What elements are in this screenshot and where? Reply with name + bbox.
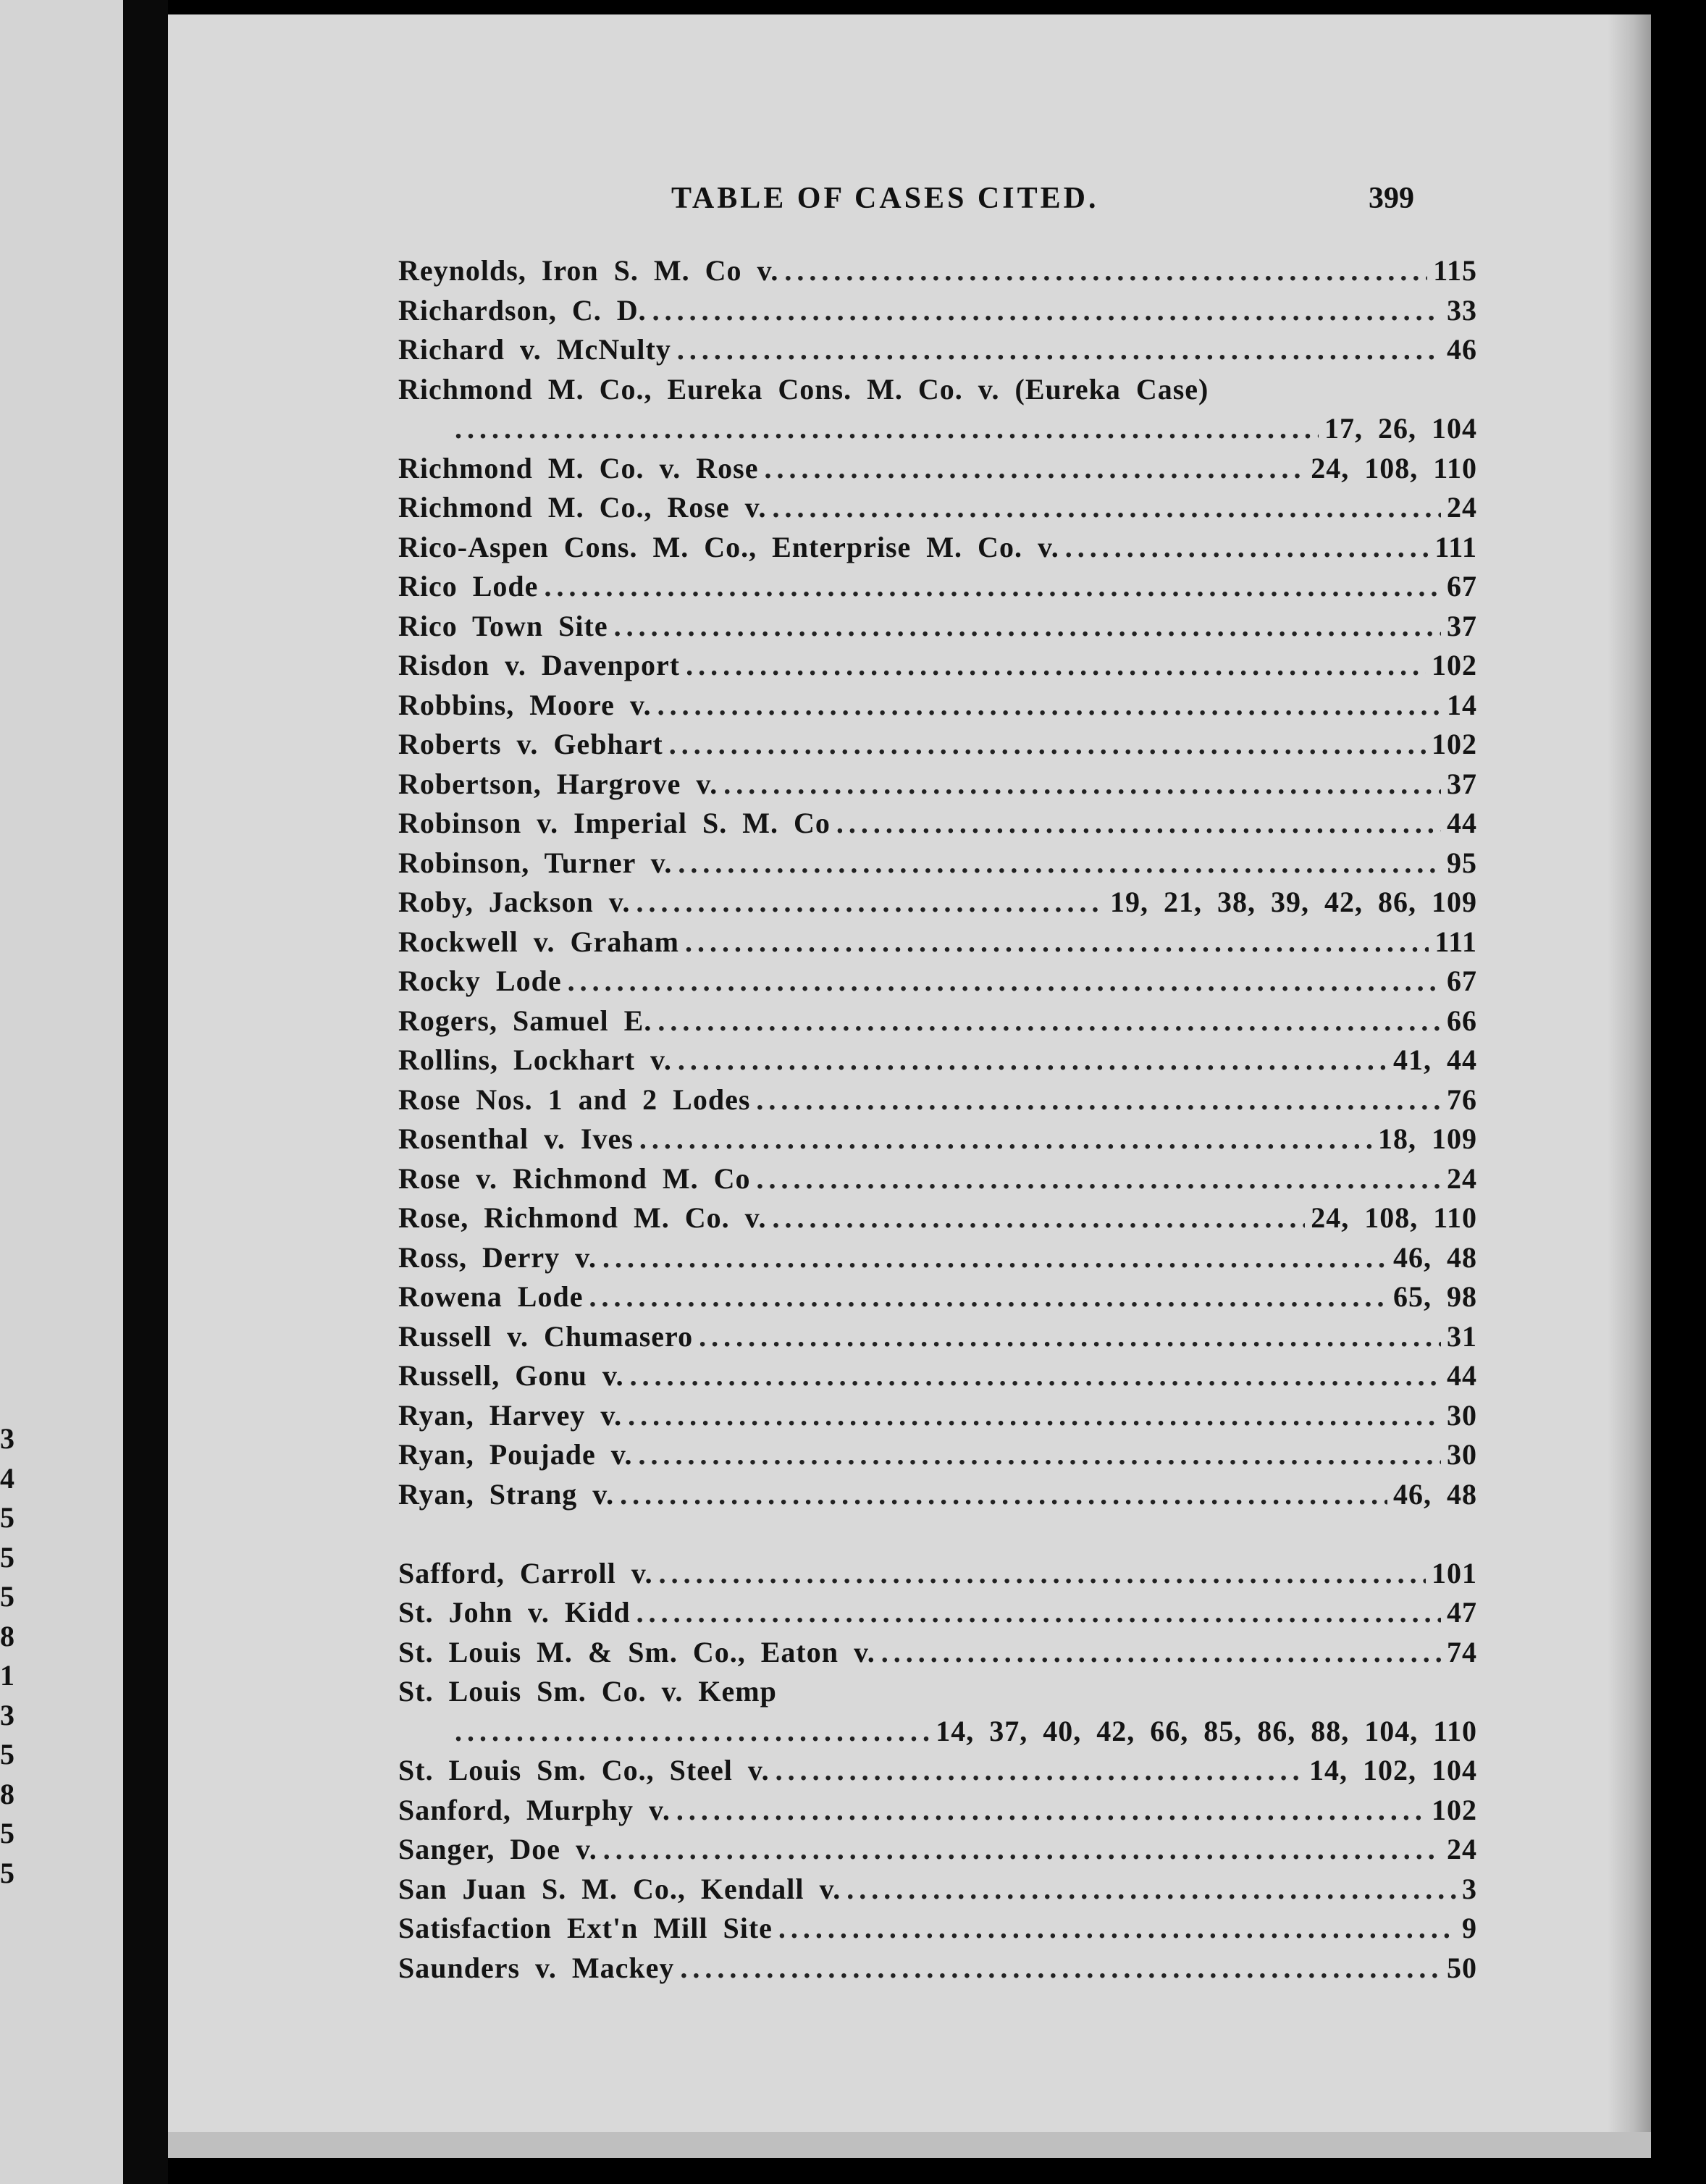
- page-references: 30: [1447, 1398, 1477, 1432]
- case-name: Rogers, Samuel E.: [398, 1004, 652, 1037]
- page-references: 67: [1447, 965, 1477, 997]
- case-name: Rocky Lode: [398, 965, 562, 997]
- case-name: Rose Nos. 1 and 2 Lodes: [398, 1083, 751, 1116]
- case-name: Russell, Gonu v.: [398, 1359, 624, 1392]
- dot-leader: [772, 490, 1441, 524]
- page-references: 33: [1447, 293, 1477, 327]
- case-name: Sanford, Murphy v.: [398, 1793, 671, 1826]
- case-name: Robertson, Hargrove v.: [398, 767, 718, 800]
- index-entry: [398, 332, 1477, 372]
- case-name: Robinson v. Imperial S. M. Co: [398, 807, 831, 839]
- edge-digit: 1: [0, 1659, 14, 1692]
- case-name: Richmond M. Co., Eureka Cons. M. Co. v. (Eureka Case): [398, 372, 1209, 406]
- page-references: 30: [1447, 1438, 1477, 1471]
- dot-leader: [636, 885, 1104, 919]
- index-entry: [398, 846, 1477, 886]
- page-references: 18, 109: [1378, 1122, 1477, 1155]
- case-name: Roberts v. Gebhart: [398, 728, 663, 760]
- edge-digit: 5: [0, 1738, 14, 1771]
- edge-digit: 3: [0, 1698, 14, 1731]
- page-references: 66: [1447, 1004, 1477, 1037]
- dot-leader: [544, 569, 1441, 603]
- dot-leader: [677, 332, 1441, 366]
- dot-leader: [589, 1280, 1387, 1314]
- case-name: St. Louis Sm. Co., Steel v.: [398, 1754, 770, 1786]
- index-entry: [398, 925, 1477, 965]
- case-name: Reynolds, Iron S. M. Co v.: [398, 254, 779, 287]
- facing-page-edge: [0, 0, 123, 2184]
- case-name: Rico-Aspen Cons. M. Co., Enterprise M. Co. v.: [398, 530, 1059, 563]
- case-name: Richard v. McNulty: [398, 333, 671, 366]
- page-references: 46: [1447, 333, 1477, 366]
- page-header: [168, 181, 1651, 224]
- index-entry: [398, 885, 1477, 925]
- case-name: Rico Town Site: [398, 609, 608, 642]
- case-name: Rosenthal v. Ives: [398, 1122, 634, 1155]
- case-name: Robinson, Turner v.: [398, 846, 673, 879]
- case-name: Sanger, Doe v.: [398, 1833, 597, 1865]
- index-entry: [398, 1358, 1477, 1398]
- index-entry: [398, 727, 1477, 767]
- dot-leader: [676, 1793, 1426, 1827]
- index-entry: [398, 1319, 1477, 1359]
- edge-digit: 5: [0, 1501, 14, 1534]
- index-entry: [398, 1437, 1477, 1477]
- case-name: San Juan S. M. Co., Kendall v.: [398, 1872, 841, 1905]
- page-edge-shadow: [1608, 14, 1651, 2158]
- page-references: 44: [1447, 807, 1477, 839]
- dot-leader: [639, 1122, 1372, 1156]
- dot-leader: [678, 1043, 1387, 1077]
- page-references: 14, 102, 104: [1309, 1754, 1477, 1786]
- dot-leader: [778, 1911, 1456, 1945]
- case-name: Safford, Carroll v.: [398, 1556, 653, 1589]
- case-name: Saunders v. Mackey: [398, 1951, 675, 1984]
- page-references: 46, 48: [1393, 1240, 1477, 1274]
- page-references: 65, 98: [1393, 1280, 1477, 1313]
- index-entry: [398, 1674, 1477, 1714]
- page-references: 31: [1447, 1319, 1477, 1353]
- page-references: 24, 108, 110: [1311, 1201, 1477, 1234]
- case-name: Satisfaction Ext'n Mill Site: [398, 1912, 773, 1944]
- book-gutter: [123, 0, 168, 2184]
- page-references: 19, 21, 38, 39, 42, 86, 109: [1110, 886, 1477, 918]
- case-name: Rockwell v. Graham: [398, 925, 679, 958]
- dot-leader: [630, 1358, 1441, 1393]
- index-entry: [398, 1872, 1477, 1912]
- index-entry: [398, 451, 1477, 491]
- dot-leader: [620, 1477, 1387, 1511]
- index-entry: [398, 293, 1477, 333]
- dot-leader: [669, 727, 1426, 761]
- dot-leader: [756, 1083, 1441, 1117]
- dot-leader: [602, 1240, 1387, 1274]
- page-references: 46, 48: [1393, 1477, 1477, 1511]
- case-index: [398, 253, 1477, 1990]
- page-references: 24: [1447, 491, 1477, 524]
- case-name: Ryan, Poujade v.: [398, 1438, 633, 1471]
- case-name: Richardson, C. D.: [398, 293, 647, 327]
- case-name: Risdon v. Davenport: [398, 649, 681, 681]
- page-references: 111: [1434, 925, 1477, 958]
- page-references: 115: [1433, 254, 1477, 287]
- page-references: 101: [1432, 1556, 1477, 1589]
- index-entry: [398, 1201, 1477, 1240]
- edge-digit: 8: [0, 1777, 14, 1810]
- index-entry: [398, 1832, 1477, 1872]
- edge-digit: 5: [0, 1856, 14, 1889]
- index-entry: [398, 964, 1477, 1004]
- case-name: Richmond M. Co. v. Rose: [398, 451, 759, 484]
- index-entry: [398, 1043, 1477, 1083]
- page-references: 111: [1434, 530, 1477, 563]
- page-references: 9: [1462, 1912, 1477, 1944]
- page-references: 14: [1447, 688, 1477, 721]
- page-references: 50: [1447, 1951, 1477, 1984]
- page-references: 47: [1447, 1596, 1477, 1629]
- page-bottom-edge: [168, 2132, 1651, 2158]
- edge-digit: 4: [0, 1461, 14, 1495]
- index-entry: [398, 1280, 1477, 1319]
- index-group-s: [398, 1556, 1477, 1991]
- edge-digit: 5: [0, 1817, 14, 1849]
- index-entry: [398, 609, 1477, 649]
- case-name: Richmond M. Co., Rose v.: [398, 491, 767, 524]
- dot-leader: [657, 688, 1441, 722]
- index-entry: [398, 1556, 1477, 1596]
- page-references: 37: [1447, 609, 1477, 642]
- dot-leader: [455, 1714, 930, 1748]
- index-entry: [398, 1714, 1477, 1754]
- index-entry: [398, 1477, 1477, 1517]
- index-entry: [398, 530, 1477, 570]
- case-name: St. John v. Kidd: [398, 1596, 631, 1629]
- dot-leader: [678, 846, 1441, 880]
- dot-leader: [881, 1635, 1441, 1669]
- dot-leader: [603, 1832, 1441, 1866]
- dot-leader: [686, 648, 1426, 682]
- dot-leader: [723, 767, 1441, 801]
- index-entry: [398, 411, 1477, 451]
- index-entry: [398, 1595, 1477, 1635]
- dot-leader: [659, 1556, 1426, 1590]
- index-entry: [398, 1911, 1477, 1951]
- edge-digit: 5: [0, 1580, 14, 1613]
- dot-leader: [614, 609, 1441, 643]
- edge-digit: 3: [0, 1422, 14, 1455]
- case-name: Ryan, Harvey v.: [398, 1398, 623, 1432]
- facing-page-digits: [0, 1419, 14, 1893]
- page-references: 14, 37, 40, 42, 66, 85, 86, 88, 104, 110: [936, 1714, 1477, 1747]
- dot-leader: [846, 1872, 1456, 1906]
- dot-leader: [772, 1201, 1305, 1235]
- dot-leader: [685, 925, 1429, 959]
- page-references: 67: [1447, 570, 1477, 602]
- page-references: 44: [1447, 1359, 1477, 1392]
- index-entry: [398, 688, 1477, 728]
- edge-digit: 8: [0, 1619, 14, 1652]
- group-separator: [398, 1516, 1477, 1556]
- page-number: 399: [1369, 182, 1414, 215]
- page-references: 24: [1447, 1162, 1477, 1195]
- index-entry: [398, 1951, 1477, 1991]
- dot-leader: [776, 1753, 1303, 1787]
- index-entry: [398, 767, 1477, 807]
- dot-leader: [639, 1437, 1441, 1471]
- dot-leader: [764, 451, 1305, 485]
- index-entry: [398, 1793, 1477, 1833]
- dot-leader: [636, 1595, 1441, 1629]
- page-references: 102: [1432, 1793, 1477, 1826]
- dot-leader: [628, 1398, 1441, 1432]
- dot-leader: [836, 806, 1441, 840]
- page-references: 17, 26, 104: [1324, 412, 1477, 445]
- page-references: 102: [1432, 728, 1477, 760]
- page-references: 41, 44: [1393, 1043, 1477, 1076]
- case-name: Rico Lode: [398, 570, 539, 602]
- index-entry: [398, 1398, 1477, 1438]
- case-name: Ross, Derry v.: [398, 1240, 597, 1274]
- page-references: 95: [1447, 846, 1477, 879]
- index-entry: [398, 490, 1477, 530]
- case-name: Rollins, Lockhart v.: [398, 1043, 672, 1076]
- case-name: Ryan, Strang v.: [398, 1477, 615, 1511]
- index-entry: [398, 648, 1477, 688]
- dot-leader: [756, 1162, 1441, 1196]
- index-entry: [398, 1240, 1477, 1280]
- page-references: 24, 108, 110: [1311, 451, 1477, 484]
- case-name: Rose, Richmond M. Co. v.: [398, 1201, 767, 1234]
- index-entry: [398, 806, 1477, 846]
- case-name: Russell v. Chumasero: [398, 1319, 694, 1353]
- page-references: 76: [1447, 1083, 1477, 1116]
- index-entry: [398, 253, 1477, 293]
- case-name: Rowena Lode: [398, 1280, 584, 1313]
- case-name: Rose v. Richmond M. Co: [398, 1162, 751, 1195]
- index-entry: [398, 1635, 1477, 1675]
- dot-leader: [1065, 530, 1429, 564]
- dot-leader: [657, 1004, 1441, 1038]
- index-entry: [398, 569, 1477, 609]
- index-entry: [398, 1122, 1477, 1162]
- index-entry: [398, 1162, 1477, 1201]
- dot-leader: [680, 1951, 1441, 1985]
- dot-leader: [784, 253, 1427, 287]
- case-name: St. Louis M. & Sm. Co., Eaton v.: [398, 1635, 875, 1668]
- page-references: 3: [1462, 1872, 1477, 1905]
- case-name: Robbins, Moore v.: [398, 688, 652, 721]
- page-references: 24: [1447, 1833, 1477, 1865]
- running-title: TABLE OF CASES CITED.: [671, 182, 1099, 215]
- index-entry: [398, 1083, 1477, 1122]
- page-references: 37: [1447, 767, 1477, 800]
- edge-digit: 5: [0, 1540, 14, 1574]
- dot-leader: [699, 1319, 1441, 1353]
- index-entry: [398, 1004, 1477, 1043]
- dot-leader: [568, 964, 1441, 998]
- case-name: Roby, Jackson v.: [398, 886, 631, 918]
- page-references: 74: [1447, 1635, 1477, 1668]
- index-entry: [398, 372, 1477, 412]
- page-references: 102: [1432, 649, 1477, 681]
- dot-leader: [455, 411, 1319, 445]
- case-name: St. Louis Sm. Co. v. Kemp: [398, 1675, 777, 1708]
- dot-leader: [652, 293, 1441, 327]
- book-page: [168, 14, 1651, 2158]
- index-group-r: [398, 253, 1477, 1516]
- index-entry: [398, 1753, 1477, 1793]
